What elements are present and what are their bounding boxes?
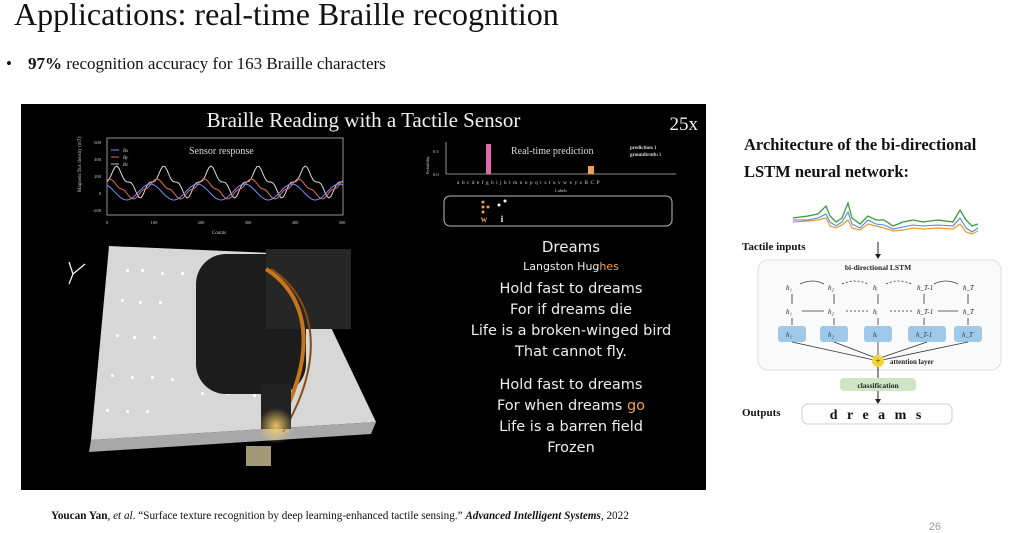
svg-text:h_T-1: h_T-1 xyxy=(916,331,933,339)
sensor-ytick: 0 xyxy=(98,191,101,196)
svg-text:h₂: h₂ xyxy=(828,331,834,339)
tactile-trace-green xyxy=(793,203,978,226)
sensor-plot-label: Sensor response xyxy=(189,146,254,157)
lstm-architecture-diagram xyxy=(738,198,1008,428)
slide-title: Applications: real-time Braille recognition xyxy=(14,0,559,32)
sensor-xtick: 300 xyxy=(244,220,252,225)
citation-authors: Youcan Yan xyxy=(51,510,108,522)
braille-display xyxy=(444,196,672,226)
legend-bz: Bz xyxy=(123,163,128,168)
lstm-label: bi-directional LSTM xyxy=(844,263,912,272)
svg-text:h_T-1: h_T-1 xyxy=(917,284,934,292)
poem-line: Frozen xyxy=(547,440,595,456)
poem-line: Hold fast to dreams xyxy=(499,281,643,297)
poem-author-plain: Langston Hug xyxy=(523,260,600,273)
braille-char-i: i xyxy=(500,214,504,224)
svg-text:h_T-1: h_T-1 xyxy=(917,308,934,316)
poem-author xyxy=(441,260,701,273)
groundtruth-text: groundtruth: i xyxy=(630,153,661,158)
sensor-xtick: 500 xyxy=(338,220,346,225)
poem-title: Dreams xyxy=(541,238,601,256)
citation-journal: Advanced Intelligent Systems xyxy=(465,510,601,522)
citation-etal: et al xyxy=(113,510,133,522)
sensor-ytick: -200 xyxy=(92,208,101,213)
video-title: Braille Reading with a Tactile Sensor xyxy=(206,108,521,132)
sensor-xtick: 100 xyxy=(150,220,158,225)
svg-text:h_T: h_T xyxy=(962,331,973,339)
svg-text:hᵢ: hᵢ xyxy=(873,331,878,339)
prediction-ylabel: Probability xyxy=(425,156,430,174)
accuracy-value: 97% xyxy=(28,54,62,73)
poem-line-highlight: go xyxy=(626,398,646,414)
svg-text:h₁: h₁ xyxy=(786,308,792,316)
citation-year: , 2022 xyxy=(600,510,629,522)
sensor-light xyxy=(258,408,294,444)
attention-plus-icon: + xyxy=(875,356,881,366)
poem-line xyxy=(441,396,701,417)
architecture-title-line1: Architecture of the bi-directional xyxy=(744,135,977,154)
svg-text:h_T: h_T xyxy=(963,284,974,292)
sensor-xticks xyxy=(106,220,346,225)
svg-text:h₁: h₁ xyxy=(786,331,792,339)
svg-text:h₂: h₂ xyxy=(828,308,834,316)
braille-char-w: w xyxy=(480,214,488,224)
prediction-plot-label: Real-time prediction xyxy=(511,146,594,157)
prediction-ytick-2: 0.0 xyxy=(433,172,439,177)
poem xyxy=(441,238,701,459)
citation-title: . “Surface texture recognition by deep learning-enhanced tactile sensing.” xyxy=(132,510,463,522)
prediction-xlabel: Labels xyxy=(555,188,567,193)
prediction-plot xyxy=(425,142,676,193)
citation: Youcan Yan, et al. “Surface texture recognition by deep learning-enhanced tactile sensing.” Advanced Intelligent Systems, 2022 xyxy=(51,510,629,522)
prediction-letters: a b c d e f g h i j k l m n o p q r s t u v w x y z B C P xyxy=(457,180,601,186)
sensor-ytick: 200 xyxy=(94,174,101,179)
output-letters: d r e a m s xyxy=(829,408,925,423)
architecture-title xyxy=(744,131,976,185)
legend-by: By xyxy=(123,156,129,161)
poem-line: That cannot fly. xyxy=(515,344,627,360)
sensor-tip xyxy=(246,446,271,466)
sensor-ytick: 400 xyxy=(94,157,101,162)
bullet-dot: • xyxy=(6,54,12,73)
svg-text:h₁: h₁ xyxy=(786,284,792,292)
prediction-bar-i xyxy=(486,144,491,174)
axis-icon xyxy=(69,262,85,284)
svg-text:hᵢ: hᵢ xyxy=(873,308,878,316)
video-speed: 25x xyxy=(669,114,698,135)
poem-line: For if dreams die xyxy=(509,302,633,318)
sensor-ytick: 600 xyxy=(94,140,101,145)
svg-text:h₂: h₂ xyxy=(828,284,834,292)
sensor-ylabel: Magnetic flux density (mT) xyxy=(78,136,83,192)
classification-label: classification xyxy=(857,381,899,390)
accuracy-text: recognition accuracy for 163 Braille characters xyxy=(62,54,386,73)
braille-cell-i xyxy=(498,200,507,207)
sensor-response-plot xyxy=(78,136,346,236)
poem-line: Life is a barren field xyxy=(499,419,643,435)
prediction-bar-minor xyxy=(588,166,594,174)
svg-text:h_T: h_T xyxy=(963,308,974,316)
legend-bx: Bx xyxy=(123,149,129,154)
poem-line: Hold fast to dreams xyxy=(499,377,643,393)
prediction-text: prediction: i xyxy=(630,146,657,151)
braille-cell-w xyxy=(482,201,490,214)
sensor-yticks xyxy=(93,140,102,213)
sensor-xlabel: Counts xyxy=(211,231,227,236)
svg-text:hᵢ: hᵢ xyxy=(873,284,878,292)
demo-video[interactable] xyxy=(21,104,706,490)
sensor-xtick: 0 xyxy=(105,220,109,225)
tactile-inputs-label: Tactile inputs xyxy=(742,241,806,253)
sensor-mount xyxy=(266,249,351,329)
sensor-xtick: 400 xyxy=(291,220,299,225)
poem-line-plain: For when dreams xyxy=(496,398,627,414)
accuracy-bullet xyxy=(6,54,386,74)
outputs-label: Outputs xyxy=(742,407,781,419)
poem-line: Life is a broken-winged bird xyxy=(470,323,672,339)
architecture-title-line2: LSTM neural network: xyxy=(744,162,909,181)
poem-author-highlight: hes xyxy=(599,260,619,273)
attention-label: attention layer xyxy=(890,358,934,366)
prediction-ytick-1: 0.5 xyxy=(433,149,439,154)
sensor-xtick: 200 xyxy=(197,220,205,225)
page-number: 26 xyxy=(928,521,941,533)
